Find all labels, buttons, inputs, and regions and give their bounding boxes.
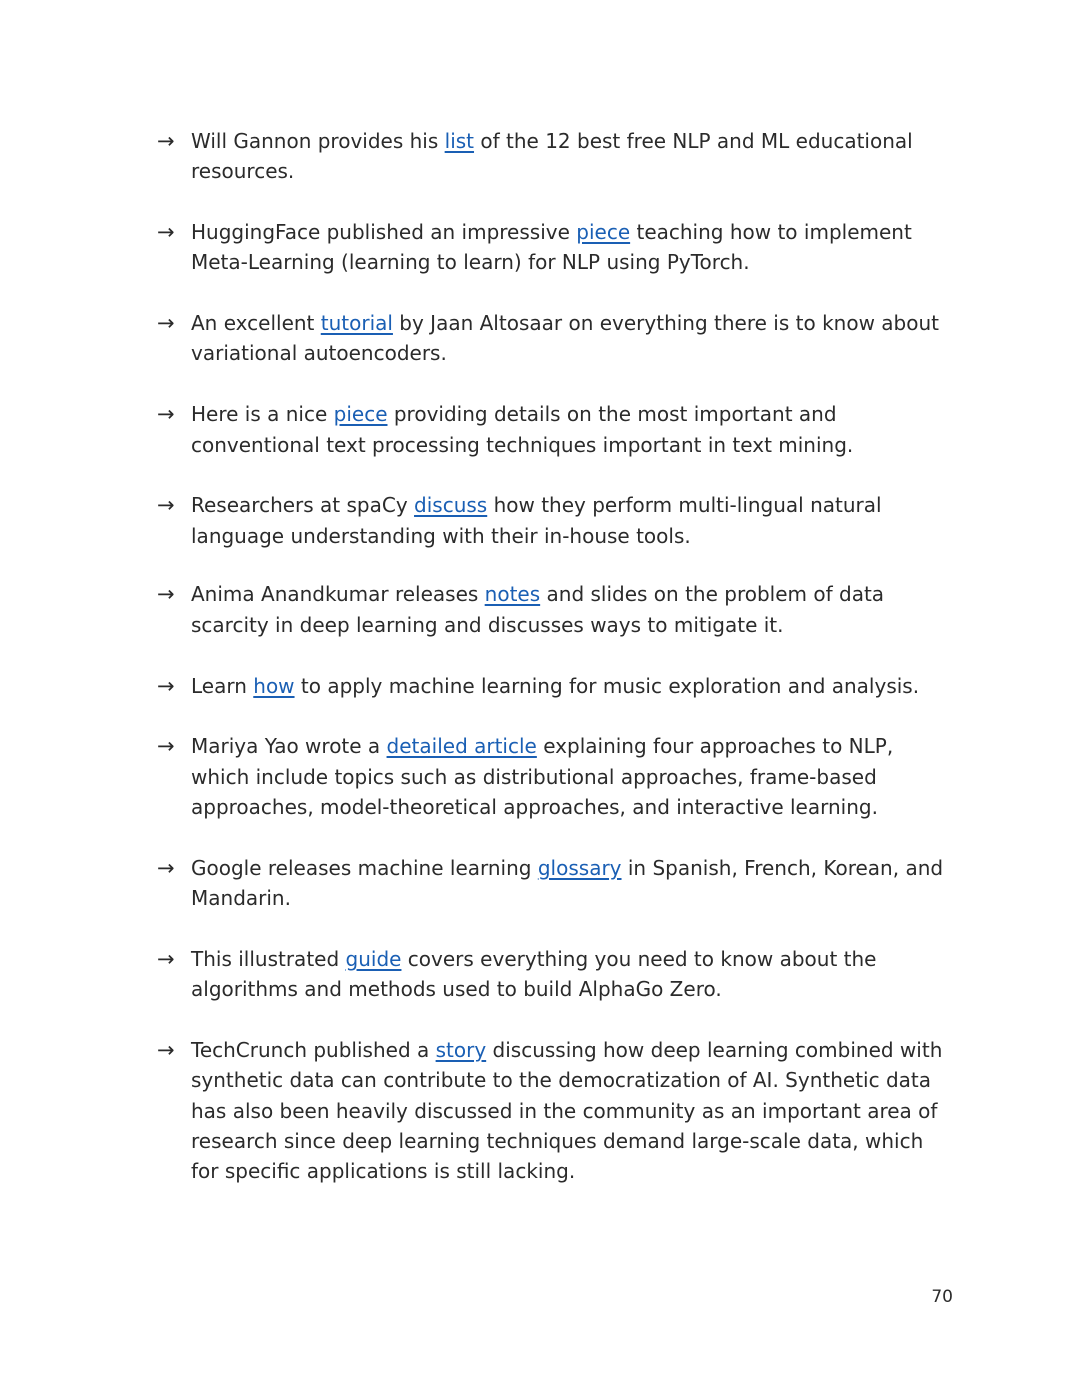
item-text-before: This illustrated — [191, 946, 346, 971]
list-item — [157, 731, 947, 822]
item-text-before: An excellent — [191, 311, 321, 336]
arrow-icon: → — [157, 311, 175, 336]
link-story[interactable]: story — [435, 1037, 487, 1062]
item-text-before: Will Gannon provides his — [191, 129, 445, 153]
list-item — [157, 126, 947, 187]
link-piece-text-processing[interactable]: piece — [333, 402, 388, 427]
link-notes[interactable]: notes — [484, 582, 541, 607]
arrow-icon: → — [157, 1037, 175, 1062]
item-text-after: by Jaan Altosaar on everything there is to know about variational autoencoders. — [191, 311, 939, 366]
item-text-after: and slides on the problem of data scarcity in deep learning and discusses ways to mitigate it. — [191, 582, 885, 637]
link-discuss[interactable]: discuss — [414, 493, 488, 518]
list-item — [157, 399, 947, 460]
item-text-before: Researchers at spaCy — [191, 493, 415, 518]
link-how[interactable]: how — [253, 673, 295, 698]
item-text-after: to apply machine learning for music exploration and analysis. — [294, 673, 920, 698]
item-text-before: Learn — [191, 673, 254, 698]
arrow-icon: → — [157, 582, 175, 607]
list-item — [157, 490, 947, 551]
link-guide[interactable]: guide — [345, 946, 402, 971]
link-glossary[interactable]: glossary — [537, 855, 622, 880]
list-item — [157, 308, 947, 369]
item-text-after: covers everything you need to know about the algorithms and methods used to build AlphaGo Zero. — [191, 946, 877, 1002]
list-item — [157, 579, 947, 640]
item-text-after: teaching how to implement Meta-Learning (learning to learn) for NLP using PyTorch. — [191, 220, 912, 275]
item-text-after: of the 12 best free NLP and ML educational resources. — [191, 129, 913, 184]
arrow-icon: → — [157, 946, 175, 971]
arrow-icon: → — [157, 129, 175, 153]
item-text-before: Anima Anandkumar releases — [191, 582, 485, 607]
list-item — [157, 853, 947, 914]
item-text-before: Google releases machine learning — [191, 855, 538, 880]
list-item — [157, 1035, 947, 1186]
arrow-icon: → — [157, 220, 175, 245]
link-piece-metalearning[interactable]: piece — [576, 220, 631, 245]
resource-list — [157, 126, 947, 1217]
item-text-after: how they perform multi-lingual natural language understanding with their in-house tools. — [191, 493, 882, 548]
list-item — [157, 671, 947, 701]
arrow-icon: → — [157, 493, 175, 518]
item-text-after: explaining four approaches to NLP, which include topics such as distributional approaches, frame-based approaches, model-theoretical approaches, and interactive learning. — [191, 734, 894, 819]
arrow-icon: → — [157, 673, 175, 698]
list-item — [157, 217, 947, 278]
arrow-icon: → — [157, 734, 175, 759]
item-text-before: HuggingFace published an impressive — [191, 220, 577, 245]
item-text-before: Here is a nice — [191, 402, 334, 427]
link-tutorial[interactable]: tutorial — [320, 311, 393, 336]
arrow-icon: → — [157, 855, 175, 880]
arrow-icon: → — [157, 402, 175, 427]
link-detailed-article[interactable]: detailed article — [386, 734, 537, 759]
page-number: 70 — [931, 1287, 953, 1307]
item-text-before: TechCrunch published a — [191, 1037, 436, 1062]
link-list[interactable]: list — [444, 129, 475, 153]
item-text-after: discussing how deep learning combined with synthetic data can contribute to the democratization of AI. Synthetic data has also been heavily discussed in the community as an important area of research since deep learning techniques demand large-scale data, which for specific applications is still lacking. — [191, 1037, 943, 1184]
item-text-before: Mariya Yao wrote a — [191, 734, 387, 759]
item-text-after: in Spanish, French, Korean, and Mandarin. — [191, 855, 944, 911]
item-text-after: providing details on the most important and conventional text processing techniques important in text mining. — [191, 402, 854, 457]
list-item — [157, 944, 947, 1005]
